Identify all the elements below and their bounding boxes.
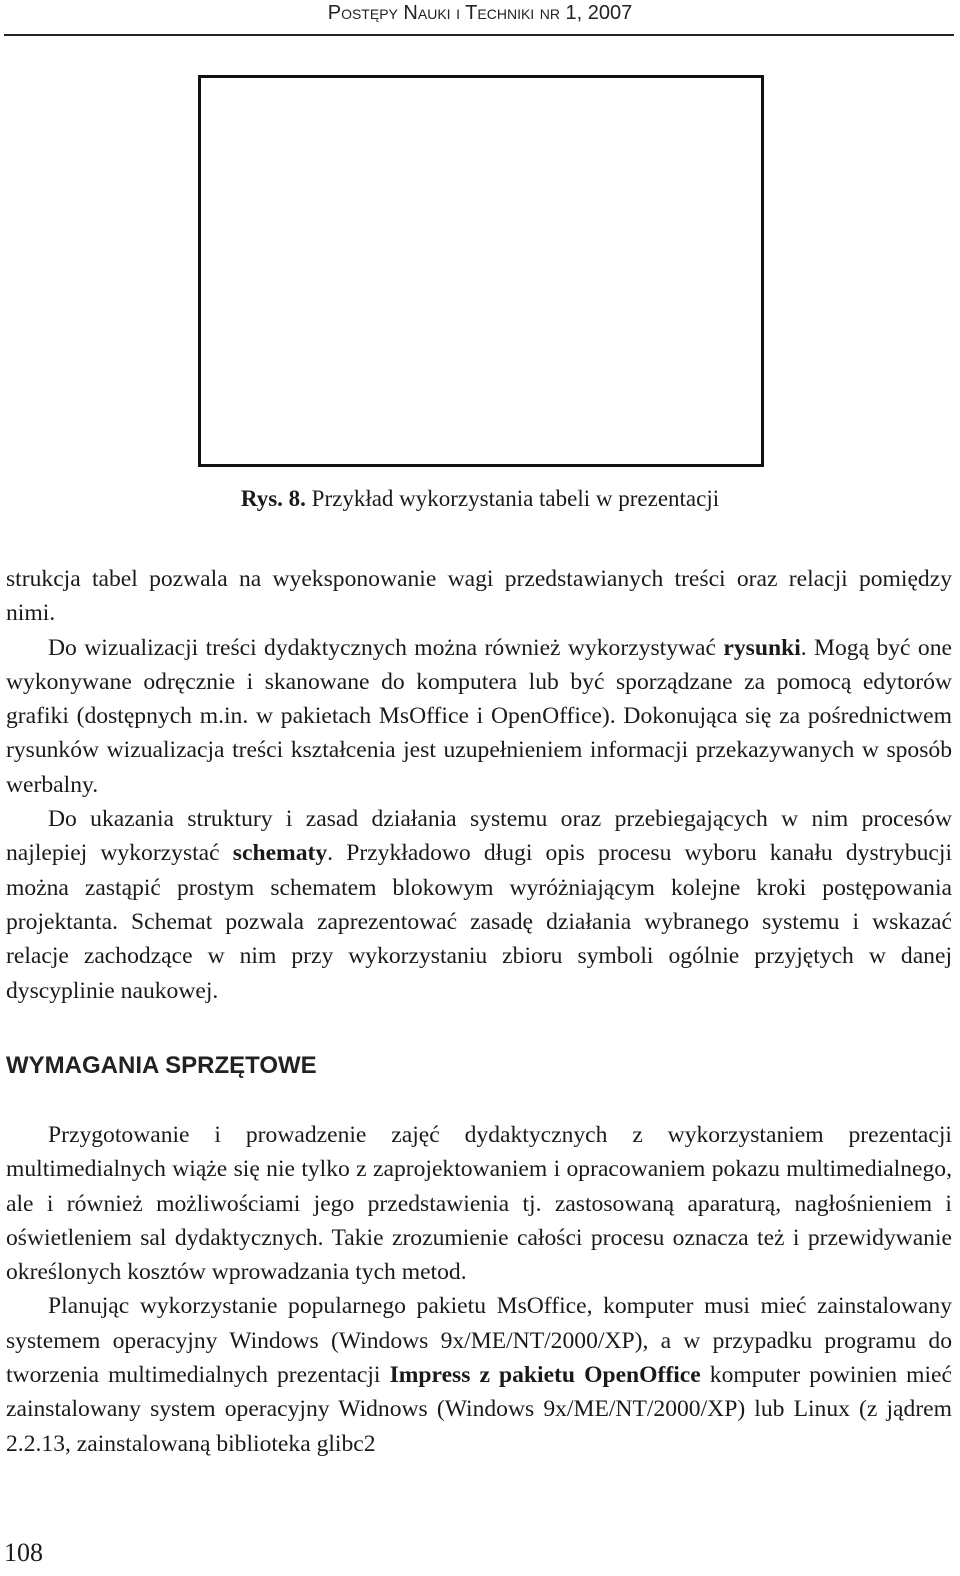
- page-number: 108: [4, 1538, 43, 1567]
- paragraph-schemas: [6, 802, 952, 1008]
- paragraph-drawings-text-a: Do wizualizacji treści dydaktycznych można również wykorzystywać: [48, 634, 724, 661]
- figure-placeholder: [198, 75, 764, 467]
- paragraph-tables: strukcja tabel pozwala na wyeksponowanie wagi przedstawianych treści oraz relacji pomiędzy nimi.: [6, 566, 952, 627]
- paragraph-software-text-b: komputer powinien mieć zainstalowany system operacyjny Widnows (Windows 9x/ME/NT/2000/XP) lub Linux (z jądrem 2.2.13, zainstalowaną biblioteka glibc2: [6, 1362, 952, 1457]
- running-header: Postępy Nauki i Techniki nr 1, 2007: [327, 2, 633, 24]
- paragraph-software: [6, 1289, 952, 1460]
- term-schematy: schematy: [232, 840, 328, 867]
- figure-caption-label: Rys. 8.: [240, 486, 306, 511]
- paragraph-schemas-text-a: Do ukazania struktury i zasad działania systemu oraz przebiegających w nim procesów najlepiej wykorzystać: [6, 806, 952, 867]
- paragraph-preparation: Przygotowanie i prowadzenie zajęć dydaktycznych z wykorzystaniem prezentacji multimedialnych wiąże się nie tylko z zaprojektowaniem i opracowaniem pokazu multimedialnego, ale i również możliwościami jego przedstawienia tj. zastosowaną aparaturą, nagłośnieniem i oświetleniem sal dydaktycznych. Takie zrozumienie całości procesu oznacza też i przewidywanie określonych kosztów wprowadzania tych metod.: [6, 1122, 952, 1286]
- paragraph-drawings-text-b: . Mogą być one wykonywane odręcznie i skanowane do komputera lub być sporządzane za pomocą edytorów grafiki (dostępnych m.in. w pakietach MsOffice i OpenOffice). Dokonująca się za pośrednictwem rysunków wizualizacja treści kształcenia jest uzupełnieniem informacji przekazywanych w sposób werbalny.: [6, 634, 952, 798]
- body-text-top: [6, 562, 952, 1008]
- body-text-section: [6, 1118, 952, 1461]
- paragraph-drawings: [6, 631, 952, 802]
- header-rule: [4, 34, 954, 36]
- term-impress: Impress z pakietu OpenOffice: [389, 1362, 701, 1389]
- term-rysunki: rysunki: [723, 634, 801, 661]
- paragraph-software-text-a: Planując wykorzystanie popularnego pakietu MsOffice, komputer musi mieć zainstalowany systemem operacyjny Windows (Windows 9x/ME/NT/2000/XP), a w przypadku programu do tworzenia multimedialnych prezentacji: [6, 1293, 952, 1389]
- figure-caption: [0, 486, 960, 512]
- section-heading: WYMAGANIA SPRZĘTOWE: [6, 1052, 317, 1079]
- figure-caption-text: Przykład wykorzystania tabeli w prezentacji: [305, 486, 720, 511]
- paragraph-schemas-text-b: . Przykładowo długi opis procesu wyboru kanału dystrybucji można zastąpić prostym schematem blokowym wyróżniającym kolejne kroki postępowania projektanta. Schemat pozwala zaprezentować zasadę działania wybranego systemu i wskazać relacje zachodzące w nim przy wykorzystaniu zbioru symboli ogólnie przyjętych w danej dyscyplinie naukowej.: [6, 840, 953, 1004]
